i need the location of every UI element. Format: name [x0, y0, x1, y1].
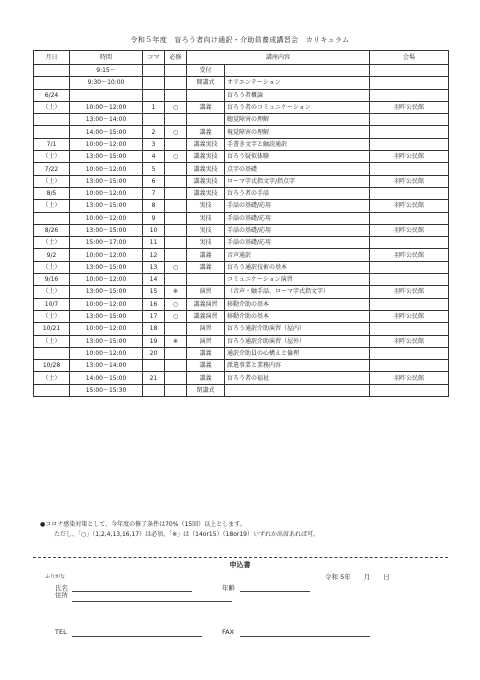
age-field[interactable]	[240, 591, 310, 592]
cell-time: 13:00～15:00	[70, 286, 143, 298]
cell-content: ローマ字式指文字/指点字	[225, 175, 370, 187]
cell-date: 10/28	[34, 360, 70, 372]
cell-date: 10/7	[34, 298, 70, 310]
cell-date	[34, 77, 70, 89]
cell-koma: 4	[143, 151, 165, 163]
cell-req	[165, 249, 187, 261]
cell-type: 講義実技	[187, 187, 225, 199]
cell-venue	[370, 138, 449, 150]
cell-koma: 13	[143, 261, 165, 273]
cell-koma	[143, 77, 165, 89]
cell-venue	[370, 114, 449, 126]
cell-req: ※	[165, 286, 187, 298]
cell-content: 手話の基礎/応用	[225, 224, 370, 236]
cell-koma: 17	[143, 310, 165, 322]
cell-type: 演習	[187, 286, 225, 298]
cell-time: 13:00～15:00	[70, 151, 143, 163]
cell-type: 実技	[187, 237, 225, 249]
cell-type: 演習	[187, 335, 225, 347]
cell-content: 盲ろう者の福祉	[225, 372, 370, 384]
cell-date	[34, 126, 70, 138]
table-row	[34, 89, 449, 101]
cell-type: 講義	[187, 249, 225, 261]
cell-type: 実技	[187, 212, 225, 224]
cell-content: 手書き文字と触読通訳	[225, 138, 370, 150]
cell-content: 派遣事業と業務内容	[225, 360, 370, 372]
cell-time: 9:15～	[70, 65, 143, 77]
table-row	[34, 224, 449, 236]
table-row	[34, 360, 449, 372]
cell-req: ○	[165, 310, 187, 322]
cell-type: 講義実技	[187, 175, 225, 187]
cell-date: （土）	[34, 101, 70, 113]
cell-req: ○	[165, 261, 187, 273]
cell-req	[165, 187, 187, 199]
address-label: 住所	[55, 591, 68, 599]
cell-date: （土）	[34, 372, 70, 384]
cell-content: 音声通訳	[225, 249, 370, 261]
cell-venue	[370, 360, 449, 372]
cell-venue	[370, 384, 449, 396]
cell-date: 9/16	[34, 274, 70, 286]
cell-date: （土）	[34, 286, 70, 298]
cell-time: 13:00～15:00	[70, 335, 143, 347]
cell-time: 13:00～15:00	[70, 200, 143, 212]
cell-type: 閉講式	[187, 384, 225, 396]
cell-date: （土）	[34, 151, 70, 163]
cell-content: オリエンテーション	[225, 77, 370, 89]
table-row	[34, 335, 449, 347]
cell-koma: 1	[143, 101, 165, 113]
cell-type: 実技	[187, 200, 225, 212]
cell-time: 10:00～12:00	[70, 101, 143, 113]
cell-koma: 12	[143, 249, 165, 261]
header-koma: コマ	[143, 51, 165, 65]
cell-venue: 羽咋公民館	[370, 335, 449, 347]
cell-venue: 羽咋公民館	[370, 372, 449, 384]
cell-time: 10:00～12:00	[70, 187, 143, 199]
cell-venue: 羽咋公民館	[370, 310, 449, 322]
cell-date: 8/5	[34, 187, 70, 199]
fax-label: FAX	[222, 628, 235, 636]
table-row	[34, 138, 449, 150]
cell-content: 手話の基礎/応用	[225, 237, 370, 249]
table-row	[34, 286, 449, 298]
table-row	[34, 298, 449, 310]
cell-time: 15:00～17:00	[70, 237, 143, 249]
table-row	[34, 310, 449, 322]
cell-time: 13:00～15:00	[70, 310, 143, 322]
name-field[interactable]	[72, 591, 192, 592]
date-field[interactable]: 令和 5年 月 日	[325, 573, 390, 581]
cell-date	[34, 212, 70, 224]
cell-time: 10:00～12:00	[70, 274, 143, 286]
cell-date	[34, 114, 70, 126]
cell-time: 14:00～15:00	[70, 372, 143, 384]
table-row	[34, 384, 449, 396]
cell-koma: 6	[143, 175, 165, 187]
header-time: 時間	[70, 51, 143, 65]
cell-koma: 5	[143, 163, 165, 175]
table-row	[34, 372, 449, 384]
table-row	[34, 114, 449, 126]
cell-req	[165, 237, 187, 249]
cell-time: 10:00～12:00	[70, 298, 143, 310]
cell-venue: 羽咋公民館	[370, 286, 449, 298]
notes	[40, 520, 460, 540]
cell-venue	[370, 323, 449, 335]
cell-req	[165, 384, 187, 396]
cut-line	[33, 557, 448, 558]
cell-venue	[370, 212, 449, 224]
cell-koma: 21	[143, 372, 165, 384]
cell-venue	[370, 65, 449, 77]
cell-venue	[370, 261, 449, 273]
cell-time: 10:00～12:00	[70, 249, 143, 261]
cell-venue	[370, 89, 449, 101]
cell-content: 盲ろう者の手話	[225, 187, 370, 199]
cell-date: （土）	[34, 261, 70, 273]
cell-content: 盲ろう疑似体験	[225, 151, 370, 163]
cell-content	[225, 65, 370, 77]
header-date: 月日	[34, 51, 70, 65]
cell-time: 13:00～15:00	[70, 224, 143, 236]
cell-content: 盲ろう通訳介助演習（屋内）	[225, 323, 370, 335]
cell-content	[225, 384, 370, 396]
table-row	[34, 347, 449, 359]
cell-time: 10:00～12:00	[70, 212, 143, 224]
cell-venue: 羽咋公民館	[370, 200, 449, 212]
note-line-1: ●コロナ感染対策として、今年度の修了条件は70%（15回）以上とします。	[40, 521, 246, 528]
cell-content: 手話の基礎/応用	[225, 200, 370, 212]
application-heading: 申込書	[229, 561, 251, 569]
cell-req	[165, 323, 187, 335]
cell-koma: 8	[143, 200, 165, 212]
cell-koma: 15	[143, 286, 165, 298]
cell-type: 開講式	[187, 77, 225, 89]
cell-type	[187, 274, 225, 286]
cell-date: 9/2	[34, 249, 70, 261]
cell-content: 聴覚障害の理解	[225, 114, 370, 126]
cell-date	[34, 65, 70, 77]
cell-venue	[370, 77, 449, 89]
address-field[interactable]	[72, 601, 232, 602]
cell-type: 講義演習	[187, 310, 225, 322]
cell-content: 視覚障害の理解	[225, 126, 370, 138]
cell-date: （土）	[34, 237, 70, 249]
cell-time: 15:00～15:30	[70, 384, 143, 396]
cell-type: 実技	[187, 224, 225, 236]
table-row	[34, 323, 449, 335]
cell-koma	[143, 360, 165, 372]
cell-req	[165, 138, 187, 150]
fax-field[interactable]	[240, 636, 370, 637]
cell-content: 盲ろう通訳技術の基本	[225, 261, 370, 273]
cell-koma: 11	[143, 237, 165, 249]
cell-time: 13:00～14:00	[70, 360, 143, 372]
cell-time: 10:00～12:00	[70, 323, 143, 335]
cell-req	[165, 114, 187, 126]
cell-type: 受付	[187, 65, 225, 77]
table-row	[34, 77, 449, 89]
table-row	[34, 212, 449, 224]
table-row	[34, 200, 449, 212]
cell-type: 講義演習	[187, 298, 225, 310]
cell-koma	[143, 65, 165, 77]
cell-type: 講義	[187, 360, 225, 372]
cell-venue	[370, 126, 449, 138]
cell-time: 14:00～15:00	[70, 126, 143, 138]
cell-type	[187, 114, 225, 126]
cell-type: 講義	[187, 347, 225, 359]
cell-req	[165, 89, 187, 101]
cell-req: ○	[165, 151, 187, 163]
cell-req: ※	[165, 335, 187, 347]
cell-date: 8/26	[34, 224, 70, 236]
header-venue: 会場	[370, 51, 449, 65]
cell-req	[165, 175, 187, 187]
cell-koma: 7	[143, 187, 165, 199]
curriculum-table	[33, 50, 449, 397]
cell-venue	[370, 187, 449, 199]
cell-type: 講義実技	[187, 151, 225, 163]
cell-req	[165, 347, 187, 359]
cell-req	[165, 163, 187, 175]
cell-type: 講義	[187, 101, 225, 113]
cell-koma: 9	[143, 212, 165, 224]
table-row	[34, 249, 449, 261]
cell-koma: 2	[143, 126, 165, 138]
cell-content: コミュニケーション演習	[225, 274, 370, 286]
cell-time: 13:00～14:00	[70, 114, 143, 126]
cell-koma	[143, 114, 165, 126]
cell-time	[70, 89, 143, 101]
cell-req	[165, 200, 187, 212]
table-row	[34, 187, 449, 199]
cell-time: 10:00～12:00	[70, 347, 143, 359]
cell-venue: 羽咋公民館	[370, 224, 449, 236]
cell-content: 盲ろう通訳介助演習（屋外）	[225, 335, 370, 347]
cell-koma	[143, 384, 165, 396]
cell-venue: 羽咋公民館	[370, 249, 449, 261]
cell-content: 点字の基礎	[225, 163, 370, 175]
cell-content: 盲ろう者のコミュニケーション	[225, 101, 370, 113]
cell-req: ○	[165, 298, 187, 310]
cell-venue	[370, 274, 449, 286]
cell-content: 手話の基礎/応用	[225, 212, 370, 224]
tel-field[interactable]	[72, 636, 202, 637]
table-row	[34, 101, 449, 113]
table-row	[34, 65, 449, 77]
table-row	[34, 163, 449, 175]
cell-venue	[370, 347, 449, 359]
cell-date	[34, 347, 70, 359]
cell-req	[165, 360, 187, 372]
cell-content: 移動介助の基本	[225, 298, 370, 310]
table-row	[34, 126, 449, 138]
cell-date: （土）	[34, 335, 70, 347]
cell-type: 講義実技	[187, 163, 225, 175]
age-label: 年齢	[222, 584, 235, 592]
cell-date: 6/24	[34, 89, 70, 101]
cell-req: ○	[165, 101, 187, 113]
cell-date: 10/21	[34, 323, 70, 335]
cell-type: 講義実技	[187, 138, 225, 150]
cell-type: 講義	[187, 372, 225, 384]
cell-koma: 19	[143, 335, 165, 347]
cell-type: 講義	[187, 126, 225, 138]
table-row	[34, 274, 449, 286]
cell-venue: 羽咋公民館	[370, 101, 449, 113]
furigana-label: ふりがな	[45, 574, 66, 580]
cell-req	[165, 372, 187, 384]
cell-venue: 羽咋公民館	[370, 175, 449, 187]
cell-date: （土）	[34, 310, 70, 322]
name-label: 氏名	[55, 584, 68, 592]
cell-type: 講義	[187, 261, 225, 273]
cell-req	[165, 274, 187, 286]
cell-date: （土）	[34, 175, 70, 187]
cell-koma: 3	[143, 138, 165, 150]
cell-venue: 羽咋公民館	[370, 151, 449, 163]
header-required: 必修	[165, 51, 187, 65]
page-title: 令和５年度 盲ろう者向け通訳・介助員養成講習会 カリキュラム	[130, 36, 350, 44]
tel-label: TEL	[55, 628, 67, 636]
cell-req	[165, 212, 187, 224]
cell-koma: 18	[143, 323, 165, 335]
cell-date: 7/1	[34, 138, 70, 150]
cell-type	[187, 89, 225, 101]
cell-content: 移動介助の基本	[225, 310, 370, 322]
cell-venue	[370, 237, 449, 249]
cell-content: 通訳介助員の心構えと倫理	[225, 347, 370, 359]
cell-date	[34, 384, 70, 396]
header-content: 講座内容	[187, 51, 370, 65]
cell-time: 13:00～15:00	[70, 261, 143, 273]
cell-koma: 20	[143, 347, 165, 359]
table-row	[34, 237, 449, 249]
cell-date: （土）	[34, 200, 70, 212]
cell-time: 9:30～10:00	[70, 77, 143, 89]
cell-time: 10:00～12:00	[70, 138, 143, 150]
cell-time: 13:00～15:00	[70, 175, 143, 187]
cell-type: 演習	[187, 323, 225, 335]
cell-req	[165, 65, 187, 77]
cell-venue	[370, 298, 449, 310]
cell-time: 10:00～12:00	[70, 163, 143, 175]
cell-venue	[370, 163, 449, 175]
table-row	[34, 261, 449, 273]
cell-req: ○	[165, 126, 187, 138]
cell-req	[165, 224, 187, 236]
table-header-row	[34, 51, 449, 65]
cell-koma: 16	[143, 298, 165, 310]
cell-koma	[143, 89, 165, 101]
cell-koma: 10	[143, 224, 165, 236]
cell-content: （音声・触手話、ローマ字式指文字）	[225, 286, 370, 298]
note-line-2: ただし、「○」（1,2,4,13,16,17）は必須、「※」は（14or15）（18or19）いずれか出席あれば可。	[54, 531, 319, 538]
cell-req	[165, 77, 187, 89]
cell-content: 盲ろう者概論	[225, 89, 370, 101]
table-row	[34, 175, 449, 187]
cell-date: 7/22	[34, 163, 70, 175]
cell-koma: 14	[143, 274, 165, 286]
table-row	[34, 151, 449, 163]
